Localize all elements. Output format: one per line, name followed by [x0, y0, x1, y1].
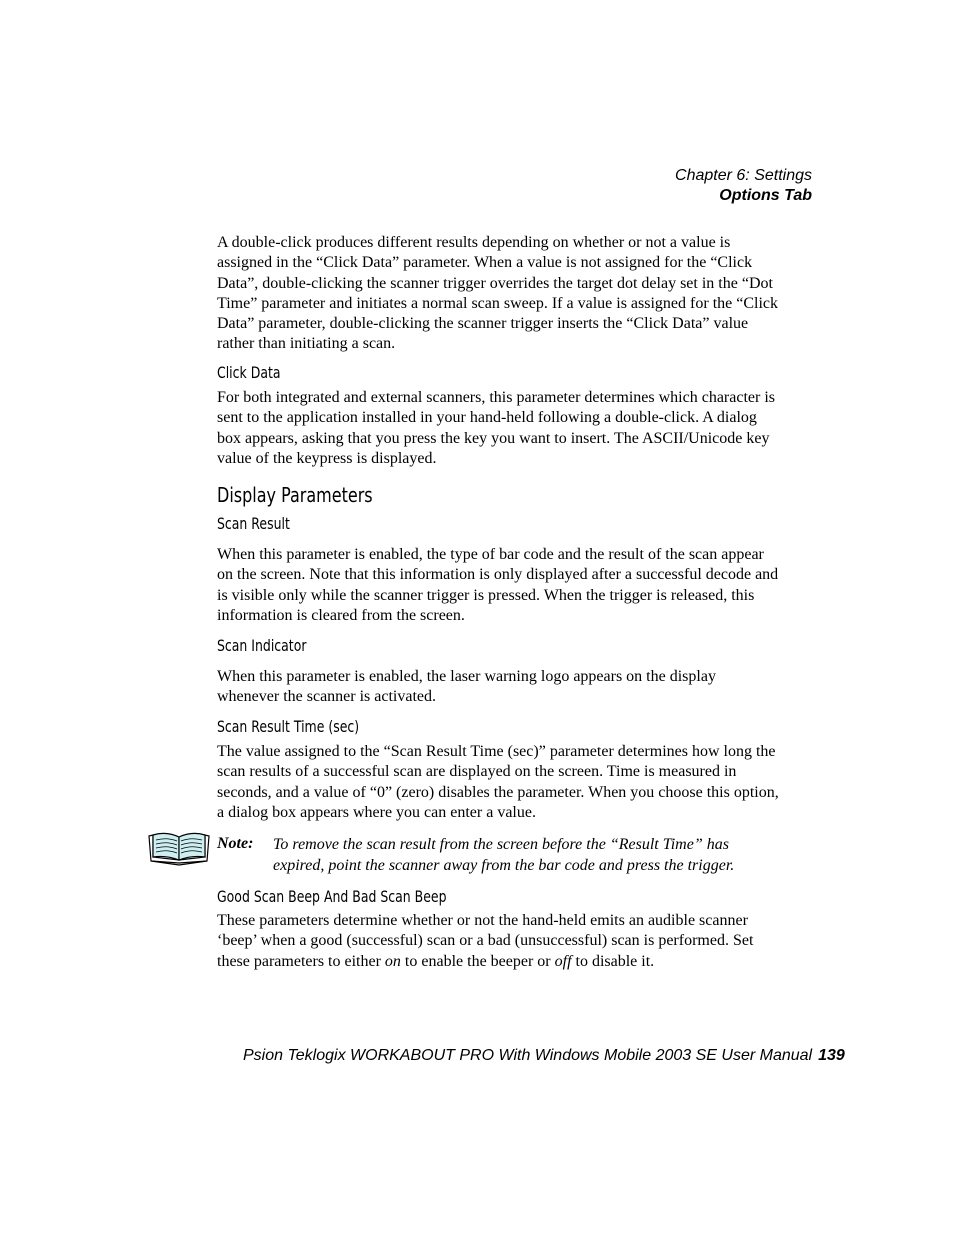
footer-title: Psion Teklogix WORKABOUT PRO With Windows Mobile 2003 SE User Manual	[243, 1047, 813, 1064]
scan-result-heading: Scan Result	[217, 514, 290, 533]
scan-indicator-heading: Scan Indicator	[217, 636, 307, 655]
intro-paragraph: A double-click produces different results depending on whether or not a value is assigned in the “Click Data” parameter. When a value is not assigned for the “Click Data”, double-clicking the scanner trigger overrides the target dot delay set in the “Dot Time” parameter and initiates a normal scan sweep. If a value is assigned for the “Click Data” parameter, double-clicking the scanner trigger inserts the “Click Data” value rather than initiating a scan.	[217, 234, 778, 353]
click-data-heading: Click Data	[217, 363, 281, 382]
open-book-icon	[146, 830, 212, 866]
note-label: Note:	[217, 835, 254, 852]
beep-text-1: These parameters determine whether or not the hand-held emits an audible scanner ‘beep’ when a good (successful) scan or a bad (unsuccessful) scan is performed. Set these parameters to either	[217, 912, 754, 970]
page-number: 139	[818, 1047, 845, 1064]
beep-on-term: on	[384, 952, 401, 970]
beep-text-2: to enable the beeper or	[400, 952, 555, 970]
scan-indicator-paragraph: When this parameter is enabled, the laser warning logo appears on the display whenever the scanner is activated.	[217, 668, 716, 706]
note-text: To remove the scan result from the screen before the “Result Time” has expired, point the scanner away from the bar code and press the trigger.	[273, 836, 735, 874]
page-footer	[243, 1046, 845, 1066]
running-header-chapter: Chapter 6: Settings	[675, 167, 812, 184]
beep-heading: Good Scan Beep And Bad Scan Beep	[217, 887, 447, 906]
beep-paragraph	[217, 911, 782, 972]
scan-result-time-heading: Scan Result Time (sec)	[217, 717, 360, 736]
beep-off-term: off	[554, 952, 572, 970]
display-parameters-heading: Display Parameters	[217, 483, 373, 507]
running-header-section: Options Tab	[719, 187, 812, 204]
beep-text-3: to disable it.	[571, 952, 655, 970]
click-data-paragraph: For both integrated and external scanners, this parameter determines which character is sent to the application installed in your hand-held following a double-click. A dialog box appears, asking that you press the key you want to insert. The ASCII/Unicode key value of the keypress is displayed.	[217, 389, 775, 467]
scan-result-paragraph: When this parameter is enabled, the type of bar code and the result of the scan appear on the screen. Note that this information is only displayed after a successful decode and is visible only while the scanner trigger is pressed. When the trigger is released, this information is cleared from the screen.	[217, 546, 779, 624]
scan-result-time-paragraph: The value assigned to the “Scan Result Time (sec)” parameter determines how long the scan results of a successful scan are displayed on the screen. Time is measured in seconds, and a value of “0” (zero) disables the parameter. When you choose this option, a dialog box appears where you can enter a value.	[217, 743, 779, 821]
